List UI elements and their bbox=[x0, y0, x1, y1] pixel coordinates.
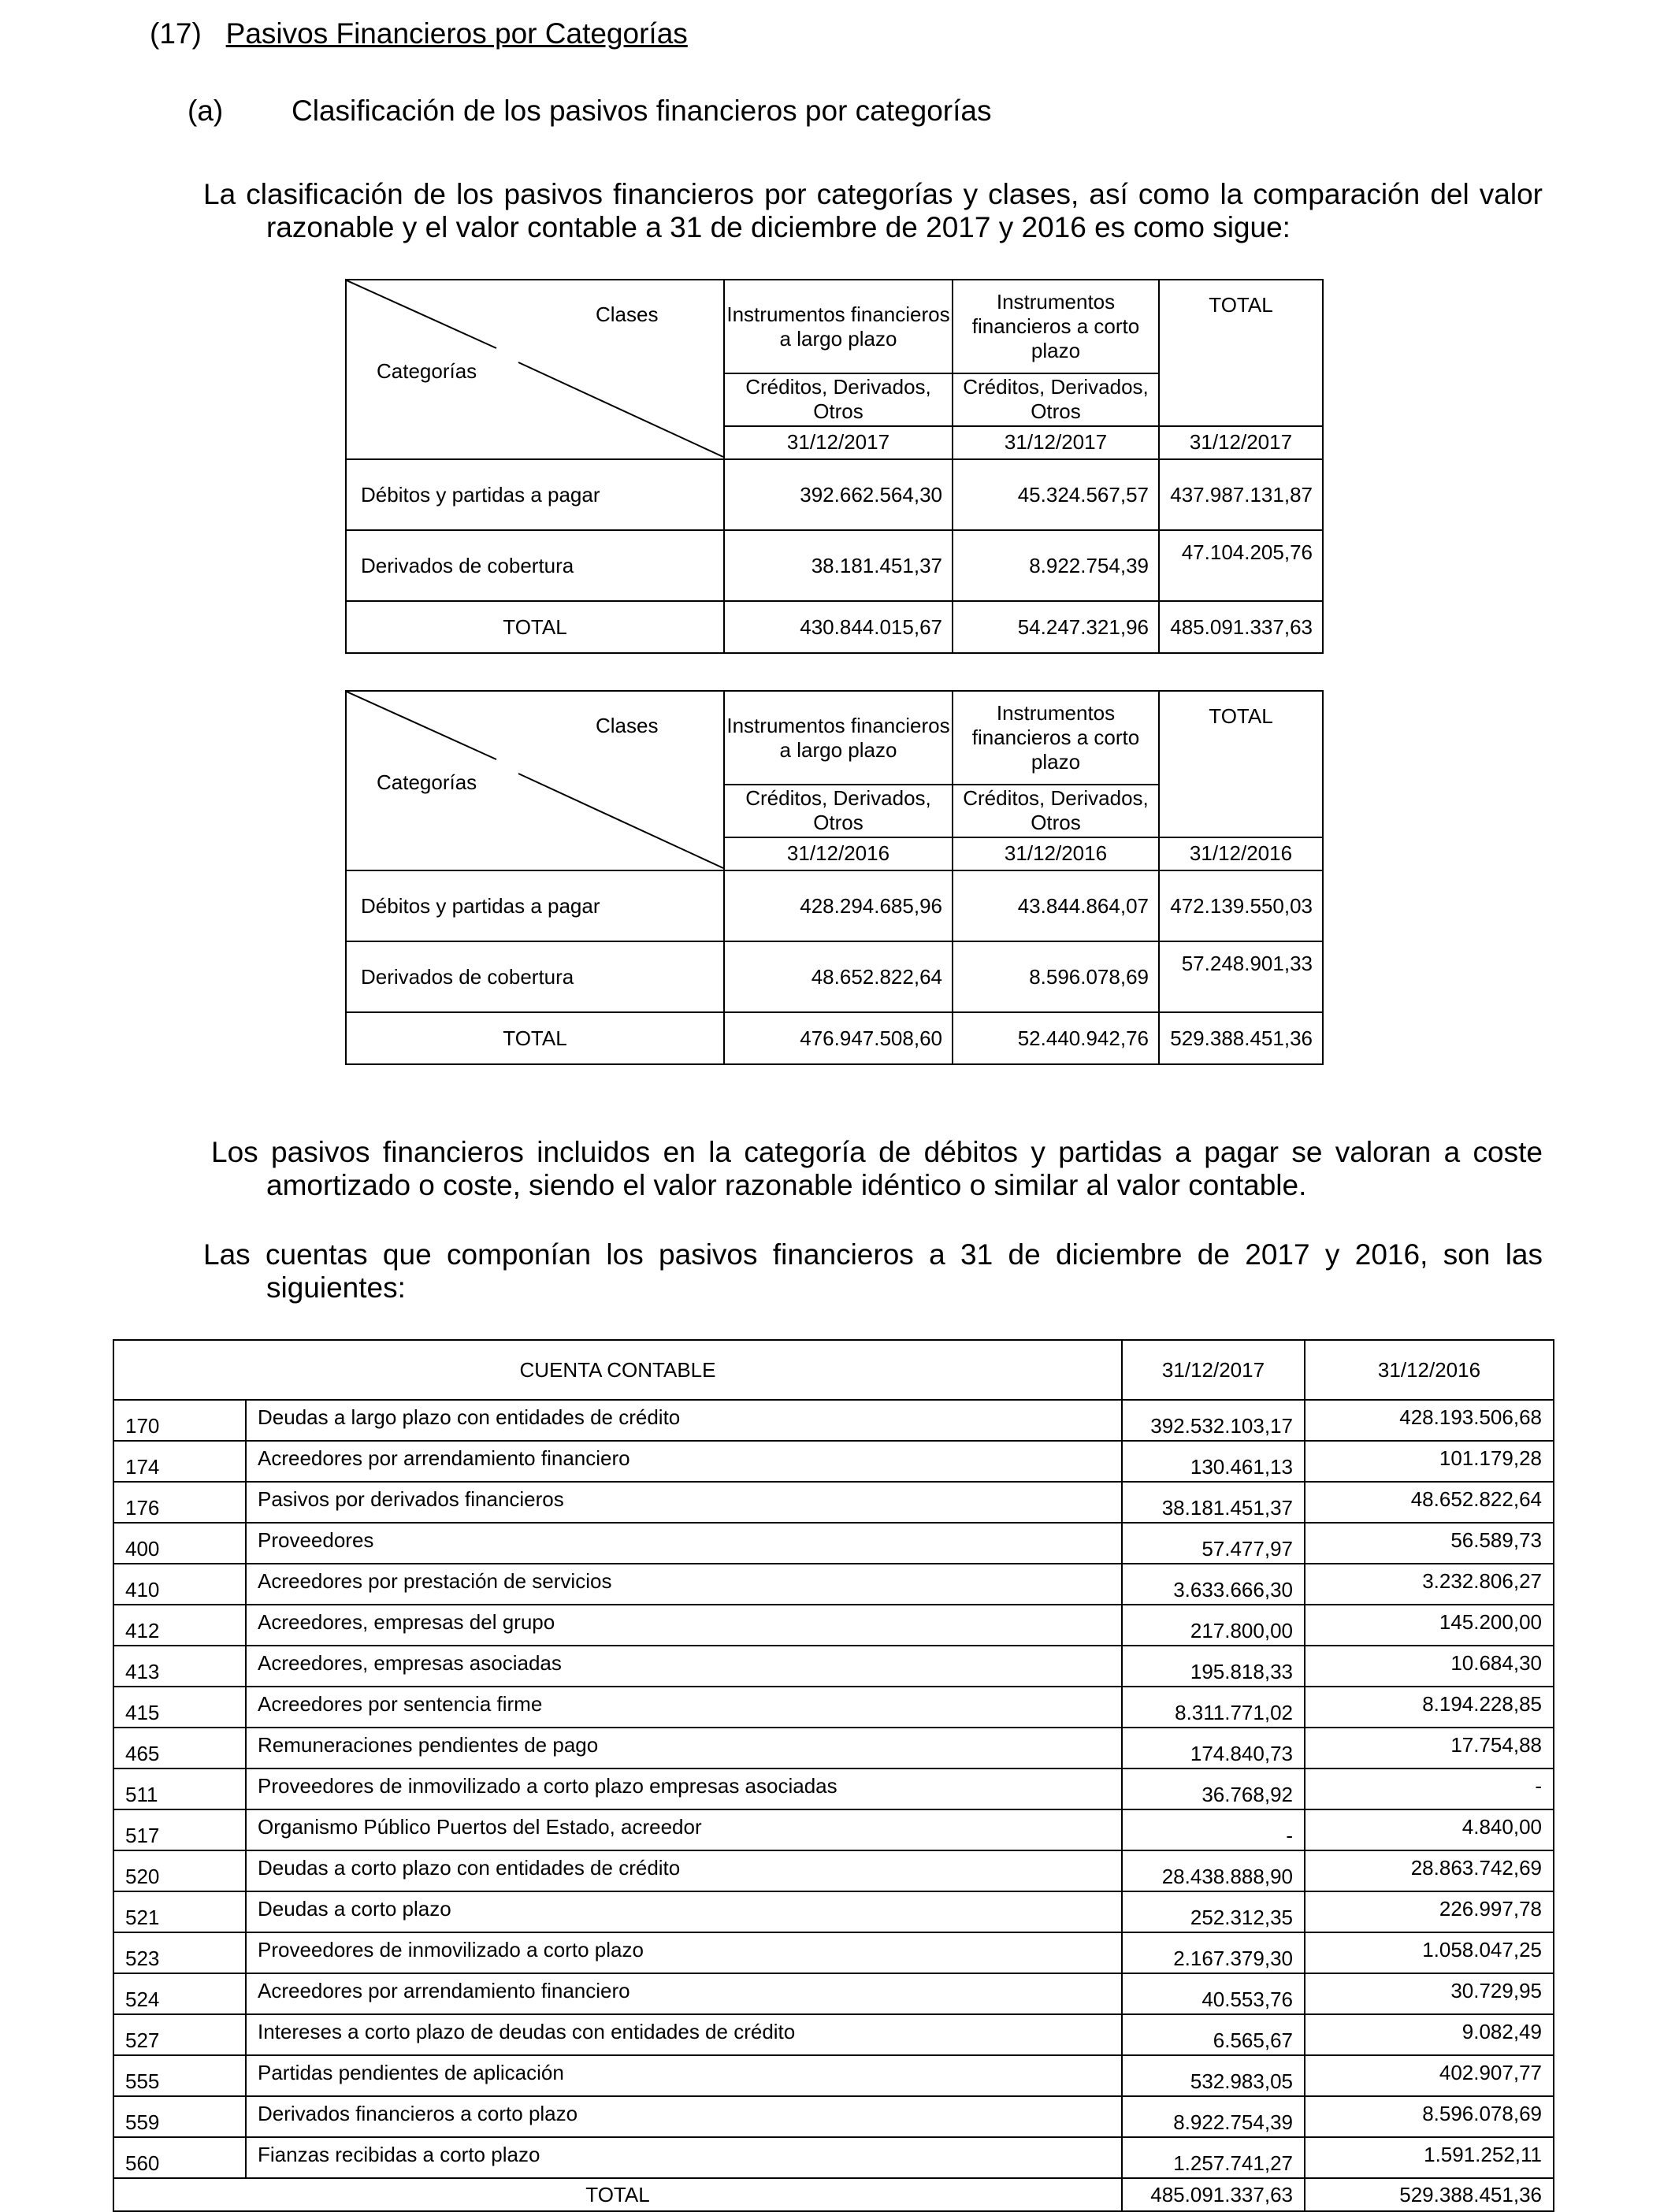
value-2016: 145.200,00 bbox=[1305, 1605, 1554, 1646]
account-description: Acreedores, empresas del grupo bbox=[246, 1605, 1122, 1646]
value-2016: 10.684,30 bbox=[1305, 1646, 1554, 1687]
value-2016: 4.840,00 bbox=[1305, 1809, 1554, 1850]
total-value: 476.947.508,60 bbox=[724, 1012, 953, 1064]
categorias-label: Categorías bbox=[377, 770, 477, 794]
categorias-label: Categorías bbox=[377, 359, 477, 383]
header-account: CUENTA CONTABLE bbox=[113, 1340, 1122, 1400]
account-description: Intereses a corto plazo de deudas con entidades de crédito bbox=[246, 2014, 1122, 2055]
row-label: Débitos y partidas a pagar bbox=[346, 459, 724, 530]
table-row bbox=[113, 1482, 1554, 1523]
total-value: 529.388.451,36 bbox=[1159, 1012, 1323, 1064]
account-description: Proveedores de inmovilizado a corto plazo bbox=[246, 1932, 1122, 1973]
header-2016: 31/12/2016 bbox=[1305, 1340, 1554, 1400]
value-2016: 1.591.252,11 bbox=[1305, 2137, 1554, 2178]
value-2016: 101.179,28 bbox=[1305, 1441, 1554, 1482]
col-header-corto: Instrumentos financieros a corto plazo bbox=[953, 280, 1159, 373]
col-sub-corto: Créditos, Derivados, Otros bbox=[953, 785, 1159, 837]
total-value: 430.844.015,67 bbox=[724, 601, 953, 653]
table-row bbox=[113, 1891, 1554, 1932]
date-cell: 31/12/2017 bbox=[1159, 426, 1323, 459]
value-2016: 8.194.228,85 bbox=[1305, 1687, 1554, 1728]
accounts-table bbox=[113, 1339, 1554, 2212]
date-cell: 31/12/2017 bbox=[724, 426, 953, 459]
value-cell: 57.248.901,33 bbox=[1159, 941, 1323, 1012]
value-2016: 30.729,95 bbox=[1305, 1973, 1554, 2014]
value-2017: - bbox=[1122, 1809, 1305, 1850]
section-title: Pasivos Financieros por Categorías bbox=[225, 17, 688, 50]
account-code: 400 bbox=[113, 1523, 246, 1564]
date-cell: 31/12/2016 bbox=[724, 837, 953, 870]
account-description: Pasivos por derivados financieros bbox=[246, 1482, 1122, 1523]
account-code: 176 bbox=[113, 1482, 246, 1523]
value-cell: 43.844.864,07 bbox=[953, 870, 1159, 941]
account-code: 410 bbox=[113, 1564, 246, 1605]
account-code: 527 bbox=[113, 2014, 246, 2055]
valuation-paragraph bbox=[211, 1136, 1543, 1202]
total-label: TOTAL bbox=[346, 1012, 724, 1064]
account-description: Fianzas recibidas a corto plazo bbox=[246, 2137, 1122, 2178]
total-label: TOTAL bbox=[346, 601, 724, 653]
table-row bbox=[113, 2137, 1554, 2178]
subsection-title: Clasificación de los pasivos financieros por categorías bbox=[292, 95, 992, 127]
table-row bbox=[113, 1768, 1554, 1809]
table-row bbox=[346, 459, 1323, 530]
corner-header bbox=[346, 691, 724, 870]
account-code: 523 bbox=[113, 1932, 246, 1973]
para2-line-2: amortizado o coste, siendo el valor razonable idéntico o similar al valor contable. bbox=[266, 1169, 1307, 1201]
value-cell: 38.181.451,37 bbox=[724, 530, 953, 601]
table-row bbox=[113, 1564, 1554, 1605]
date-cell: 31/12/2016 bbox=[953, 837, 1159, 870]
account-description: Remuneraciones pendientes de pago bbox=[246, 1728, 1122, 1768]
account-description: Deudas a corto plazo bbox=[246, 1891, 1122, 1932]
account-code: 520 bbox=[113, 1850, 246, 1891]
subsection-letter: (a) bbox=[188, 95, 224, 127]
account-code: 413 bbox=[113, 1646, 246, 1687]
para2-line-1: Los pasivos financieros incluidos en la categoría de débitos y partidas a pagar se valoran a coste bbox=[211, 1136, 1543, 1168]
value-2017: 217.800,00 bbox=[1122, 1605, 1305, 1646]
value-2016: 402.907,77 bbox=[1305, 2055, 1554, 2096]
account-description: Acreedores por prestación de servicios bbox=[246, 1564, 1122, 1605]
value-cell: 8.596.078,69 bbox=[953, 941, 1159, 1012]
section-heading bbox=[150, 17, 688, 50]
value-2017: 40.553,76 bbox=[1122, 1973, 1305, 2014]
value-cell: 45.324.567,57 bbox=[953, 459, 1159, 530]
col-sub-largo: Créditos, Derivados, Otros bbox=[724, 373, 953, 426]
value-2016: 3.232.806,27 bbox=[1305, 1564, 1554, 1605]
account-description: Derivados financieros a corto plazo bbox=[246, 2096, 1122, 2137]
account-code: 555 bbox=[113, 2055, 246, 2096]
value-2017: 195.818,33 bbox=[1122, 1646, 1305, 1687]
value-cell: 428.294.685,96 bbox=[724, 870, 953, 941]
value-2017: 38.181.451,37 bbox=[1122, 1482, 1305, 1523]
accounts-total-2016: 529.388.451,36 bbox=[1305, 2178, 1554, 2211]
value-cell: 392.662.564,30 bbox=[724, 459, 953, 530]
table-row bbox=[346, 530, 1323, 601]
value-2017: 2.167.379,30 bbox=[1122, 1932, 1305, 1973]
table-row bbox=[113, 1809, 1554, 1850]
col-sub-largo: Créditos, Derivados, Otros bbox=[724, 785, 953, 837]
total-value: 52.440.942,76 bbox=[953, 1012, 1159, 1064]
intro-paragraph bbox=[203, 178, 1543, 244]
col-header-largo: Instrumentos financieros a largo plazo bbox=[724, 691, 953, 785]
value-2016: 56.589,73 bbox=[1305, 1523, 1554, 1564]
accounts-total-label: TOTAL bbox=[113, 2178, 1122, 2211]
table-row bbox=[113, 2055, 1554, 2096]
account-code: 415 bbox=[113, 1687, 246, 1728]
value-2016: 8.596.078,69 bbox=[1305, 2096, 1554, 2137]
clases-label: Clases bbox=[596, 714, 659, 737]
col-header-corto: Instrumentos financieros a corto plazo bbox=[953, 691, 1159, 785]
account-description: Partidas pendientes de aplicación bbox=[246, 2055, 1122, 2096]
account-code: 517 bbox=[113, 1809, 246, 1850]
total-value: 485.091.337,63 bbox=[1159, 601, 1323, 653]
col-sub-corto: Créditos, Derivados, Otros bbox=[953, 373, 1159, 426]
row-label: Derivados de cobertura bbox=[346, 530, 724, 601]
table-row bbox=[113, 1523, 1554, 1564]
value-2016: 9.082,49 bbox=[1305, 2014, 1554, 2055]
account-description: Acreedores por sentencia firme bbox=[246, 1687, 1122, 1728]
classification-table-2017 bbox=[345, 279, 1324, 654]
accounts-total-2017: 485.091.337,63 bbox=[1122, 2178, 1305, 2211]
value-2016: 226.997,78 bbox=[1305, 1891, 1554, 1932]
value-2016: 48.652.822,64 bbox=[1305, 1482, 1554, 1523]
table-row bbox=[113, 1932, 1554, 1973]
value-2017: 28.438.888,90 bbox=[1122, 1850, 1305, 1891]
account-code: 170 bbox=[113, 1400, 246, 1441]
value-2017: 8.311.771,02 bbox=[1122, 1687, 1305, 1728]
value-cell: 472.139.550,03 bbox=[1159, 870, 1323, 941]
value-2017: 174.840,73 bbox=[1122, 1728, 1305, 1768]
value-2017: 252.312,35 bbox=[1122, 1891, 1305, 1932]
date-cell: 31/12/2017 bbox=[953, 426, 1159, 459]
value-2017: 57.477,97 bbox=[1122, 1523, 1305, 1564]
value-2016: 1.058.047,25 bbox=[1305, 1932, 1554, 1973]
para3-line-2: siguientes: bbox=[266, 1271, 406, 1304]
account-code: 559 bbox=[113, 2096, 246, 2137]
value-2017: 3.633.666,30 bbox=[1122, 1564, 1305, 1605]
date-cell: 31/12/2016 bbox=[1159, 837, 1323, 870]
accounts-intro-paragraph bbox=[203, 1238, 1543, 1305]
table-row bbox=[346, 870, 1323, 941]
total-row bbox=[346, 1012, 1323, 1064]
classification-table-2016 bbox=[345, 690, 1324, 1065]
table-row bbox=[113, 1973, 1554, 2014]
accounts-total-row bbox=[113, 2178, 1554, 2211]
value-cell: 8.922.754,39 bbox=[953, 530, 1159, 601]
table-row bbox=[113, 1728, 1554, 1768]
table-row bbox=[113, 1400, 1554, 1441]
account-description: Deudas a corto plazo con entidades de crédito bbox=[246, 1850, 1122, 1891]
clases-label: Clases bbox=[596, 302, 659, 326]
total-value: 54.247.321,96 bbox=[953, 601, 1159, 653]
account-description: Acreedores por arrendamiento financiero bbox=[246, 1973, 1122, 2014]
header-2017: 31/12/2017 bbox=[1122, 1340, 1305, 1400]
col-header-total: TOTAL bbox=[1159, 691, 1323, 837]
account-description: Acreedores, empresas asociadas bbox=[246, 1646, 1122, 1687]
account-code: 521 bbox=[113, 1891, 246, 1932]
value-2016: - bbox=[1305, 1768, 1554, 1809]
col-header-largo: Instrumentos financieros a largo plazo bbox=[724, 280, 953, 373]
value-2016: 28.863.742,69 bbox=[1305, 1850, 1554, 1891]
value-2016: 17.754,88 bbox=[1305, 1728, 1554, 1768]
account-code: 524 bbox=[113, 1973, 246, 2014]
table-row bbox=[113, 1646, 1554, 1687]
value-2017: 36.768,92 bbox=[1122, 1768, 1305, 1809]
row-label: Derivados de cobertura bbox=[346, 941, 724, 1012]
table-row bbox=[113, 2014, 1554, 2055]
total-row bbox=[346, 601, 1323, 653]
value-2017: 1.257.741,27 bbox=[1122, 2137, 1305, 2178]
value-2017: 392.532.103,17 bbox=[1122, 1400, 1305, 1441]
account-code: 511 bbox=[113, 1768, 246, 1809]
account-code: 465 bbox=[113, 1728, 246, 1768]
section-number: (17) bbox=[150, 17, 202, 50]
intro-line-2: razonable y el valor contable a 31 de diciembre de 2017 y 2016 es como sigue: bbox=[266, 211, 1291, 243]
account-description: Organismo Público Puertos del Estado, acreedor bbox=[246, 1809, 1122, 1850]
table-row bbox=[113, 2096, 1554, 2137]
accounts-header-row bbox=[113, 1340, 1554, 1400]
row-label: Débitos y partidas a pagar bbox=[346, 870, 724, 941]
table-row bbox=[113, 1687, 1554, 1728]
table-row bbox=[113, 1850, 1554, 1891]
table-row bbox=[113, 1441, 1554, 1482]
value-2017: 130.461,13 bbox=[1122, 1441, 1305, 1482]
account-description: Proveedores de inmovilizado a corto plazo empresas asociadas bbox=[246, 1768, 1122, 1809]
account-code: 560 bbox=[113, 2137, 246, 2178]
value-2016: 428.193.506,68 bbox=[1305, 1400, 1554, 1441]
table-row bbox=[346, 941, 1323, 1012]
value-2017: 6.565,67 bbox=[1122, 2014, 1305, 2055]
corner-header bbox=[346, 280, 724, 459]
intro-line-1: La clasificación de los pasivos financieros por categorías y clases, así como la comparación del valor bbox=[203, 178, 1543, 210]
value-2017: 532.983,05 bbox=[1122, 2055, 1305, 2096]
para3-line-1: Las cuentas que componían los pasivos financieros a 31 de diciembre de 2017 y 2016, son las bbox=[203, 1238, 1543, 1271]
account-description: Deudas a largo plazo con entidades de crédito bbox=[246, 1400, 1122, 1441]
col-header-total: TOTAL bbox=[1159, 280, 1323, 426]
value-cell: 48.652.822,64 bbox=[724, 941, 953, 1012]
account-description: Proveedores bbox=[246, 1523, 1122, 1564]
value-cell: 437.987.131,87 bbox=[1159, 459, 1323, 530]
account-code: 412 bbox=[113, 1605, 246, 1646]
value-cell: 47.104.205,76 bbox=[1159, 530, 1323, 601]
account-description: Acreedores por arrendamiento financiero bbox=[246, 1441, 1122, 1482]
account-code: 174 bbox=[113, 1441, 246, 1482]
value-2017: 8.922.754,39 bbox=[1122, 2096, 1305, 2137]
table-row bbox=[113, 1605, 1554, 1646]
